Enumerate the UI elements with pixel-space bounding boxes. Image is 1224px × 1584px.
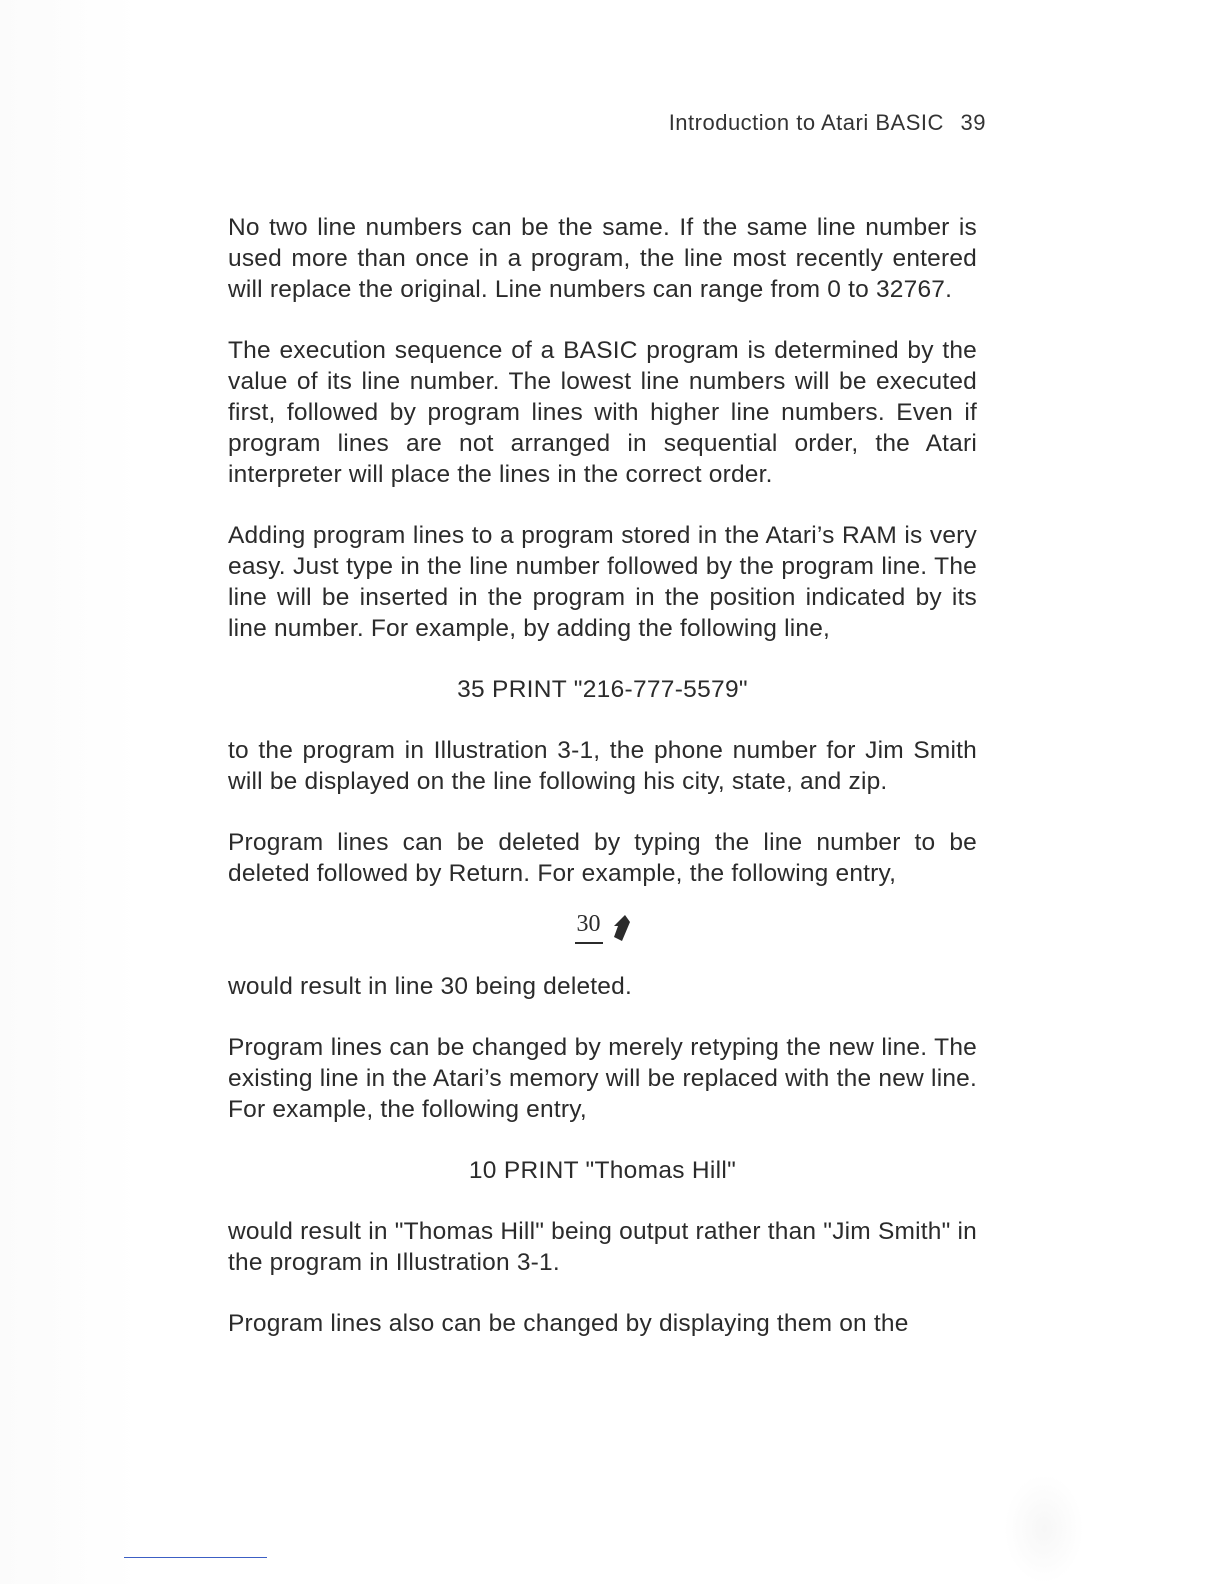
running-head xyxy=(669,110,986,136)
code-example-print-phone: 35 PRINT "216-777-5579" xyxy=(457,676,748,703)
key-entry-number: 30 xyxy=(575,911,603,944)
paragraph-delete-result: would result in line 30 being deleted. xyxy=(228,973,632,1000)
scan-artifact xyxy=(1004,1474,1084,1584)
footer-rule xyxy=(124,1557,267,1558)
code-example-print-name: 10 PRINT "Thomas Hill" xyxy=(468,1157,737,1184)
paragraph-display-lines: Program lines also can be changed by displaying them on the xyxy=(228,1310,909,1337)
return-key-icon xyxy=(611,914,631,942)
paragraph-change-result: would result in "Thomas Hill" being output rather than "Jim Smith" in the program in Illustration 3-1. xyxy=(228,1218,977,1276)
running-title: Introduction to Atari BASIC xyxy=(668,110,944,135)
paragraph-deleting-lines: Program lines can be deleted by typing the line number to be deleted followed by Return. For example, the following entry, xyxy=(228,829,977,887)
paragraph-adding-lines: Adding program lines to a program stored in the Atari’s RAM is very easy. Just type in the line number followed by the program line. The line will be inserted in the program in the position indicated by its line number. For example, by adding the following line, xyxy=(228,522,977,642)
page-edge-shadow xyxy=(0,0,140,1584)
key-entry-example xyxy=(228,911,977,955)
paragraph-phone-result: to the program in Illustration 3-1, the phone number for Jim Smith will be displayed on the line following his city, state, and zip. xyxy=(228,737,977,795)
paragraph-execution-sequence: The execution sequence of a BASIC program is determined by the value of its line number. The lowest line numbers will be executed first, followed by program lines with higher line numbers. Even if program lines are not arranged in sequential order, the Atari interpreter will place the lines in the correct order. xyxy=(228,337,977,488)
paragraph-line-numbers: No two line numbers can be the same. If the same line number is used more than once in a program, the line most recently entered will replace the original. Line numbers can range from 0 to 32767. xyxy=(228,214,977,303)
page-number: 39 xyxy=(960,110,986,135)
body-text xyxy=(228,212,977,1369)
paragraph-changing-lines: Program lines can be changed by merely retyping the new line. The existing line in the Atari’s memory will be replaced with the new line. For example, the following entry, xyxy=(228,1034,977,1123)
